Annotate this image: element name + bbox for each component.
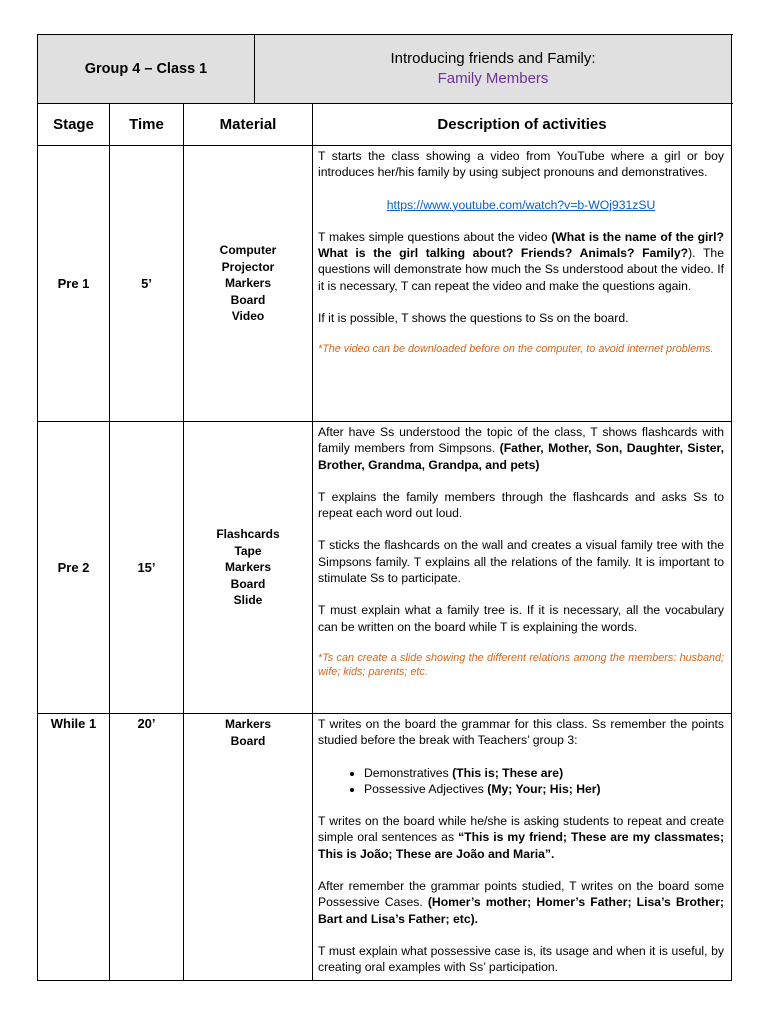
material-item: Video [231, 309, 265, 324]
group-class-label: Group 4 – Class 1 [84, 61, 208, 77]
description-paragraph [318, 424, 724, 473]
stage-cell: Pre 1 [38, 146, 110, 422]
bold-run: (What is the name of the girl? What is the girl talking about? Friends? Animals? Family? [318, 229, 724, 261]
text-run: T makes simple questions about the video [318, 229, 552, 244]
table-row [38, 714, 732, 981]
column-header-description: Description of activities [313, 104, 732, 146]
description-note: *Ts can create a slide showing the different relations among the members: husband; wife; kids; parents; etc. [318, 651, 724, 679]
description-paragraph: T writes on the board the grammar for this class. Ss remember the points studied before the break with Teachers’ group 3: [318, 717, 724, 748]
description-note: *The video can be downloaded before on the computer, to avoid internet problems. [318, 343, 714, 356]
bold-run: (Homer’s mother; Homer’s Father; Lisa’s Brother; Bart and Lisa’s Father; etc). [318, 895, 724, 926]
time-cell: 20’ [110, 714, 184, 981]
material-item: Markers [224, 560, 272, 575]
text-run: Demonstratives [364, 765, 453, 780]
description-paragraph [318, 229, 724, 294]
grammar-bullet-list [318, 765, 724, 798]
material-item: Board [230, 292, 266, 307]
lesson-subtitle: Family Members [437, 70, 549, 87]
description-paragraph [318, 813, 724, 862]
description-paragraph: T must explain what possessive case is, its usage and when it is useful, by creating oral examples with Ss’ participation. [318, 943, 724, 975]
bold-run: (This is; These are) [452, 765, 564, 780]
text-run: Possessive Adjectives [364, 781, 488, 796]
text-run: After have Ss understood the topic of the class, T shows flashcards with family members from Simpsons. [318, 425, 724, 456]
bold-run: (My; Your; His; Her) [487, 781, 601, 796]
description-paragraph: T must explain what a family tree is. If it is necessary, all the vocabulary can be written on the board while T is explaining the words. [318, 603, 724, 634]
material-cell [184, 714, 313, 981]
material-cell [184, 422, 313, 714]
material-item: Flashcards [216, 527, 280, 542]
material-item: Markers [224, 717, 272, 731]
list-item [364, 765, 724, 781]
activities-table [37, 103, 732, 981]
title-row [38, 35, 732, 104]
material-item: Tape [234, 543, 262, 558]
column-header-stage: Stage [38, 104, 110, 146]
description-paragraph: T explains the family members through the flashcards and asks Ss to repeat each word out loud. [318, 489, 724, 521]
youtube-link[interactable]: https://www.youtube.com/watch?v=b-WOj931zSU [386, 197, 656, 212]
bold-run: “This is my friend; These are my classmates; This is João; These are João and Maria”. [318, 830, 725, 861]
title-cell [255, 35, 732, 104]
table-row [38, 422, 732, 714]
material-item: Projector [221, 259, 275, 274]
description-cell [313, 146, 732, 422]
material-cell [184, 146, 313, 422]
text-run: After remember the grammar points studied, T writes on the board some Possessive Cases. [318, 879, 724, 910]
description-paragraph: T starts the class showing a video from YouTube where a girl or boy introduces her/his family by using subject pronouns and demonstratives. [318, 149, 724, 180]
group-class-cell [38, 35, 255, 104]
stage-cell: Pre 2 [38, 422, 110, 714]
description-cell [313, 422, 732, 714]
material-item: Slide [233, 593, 263, 608]
material-item: Board [230, 576, 266, 591]
description-link-paragraph [318, 197, 724, 213]
description-cell [313, 714, 732, 981]
column-header-material: Material [184, 104, 313, 146]
lesson-title: Introducing friends and Family: [390, 50, 596, 67]
text-run: ). The questions will demonstrate how much the Ss understood about the video. If it is necessary, T can repeat the video and make the questions again. [318, 246, 724, 293]
material-item: Computer [219, 243, 277, 258]
list-item [364, 781, 724, 797]
description-paragraph [318, 878, 724, 927]
column-header-row [38, 104, 732, 146]
time-cell: 5’ [110, 146, 184, 422]
bold-run: (Father, Mother, Son, Daughter, Sister, Brother, Grandma, Grandpa, and pets) [318, 441, 724, 472]
text-run: T writes on the board while he/she is asking students to repeat and create simple oral sentences as [318, 814, 724, 845]
table-row [38, 146, 732, 422]
material-item: Board [230, 733, 266, 748]
stage-cell: While 1 [38, 714, 110, 981]
time-cell: 15’ [110, 422, 184, 714]
column-header-time: Time [110, 104, 184, 146]
description-paragraph: If it is possible, T shows the questions to Ss on the board. [318, 311, 629, 326]
description-paragraph: T sticks the flashcards on the wall and creates a visual family tree with the Simpsons family. T explains all the relations of the family. It is important to stimulate Ss to participate. [318, 538, 724, 586]
lesson-plan-table [37, 34, 732, 104]
material-item: Markers [224, 276, 272, 291]
